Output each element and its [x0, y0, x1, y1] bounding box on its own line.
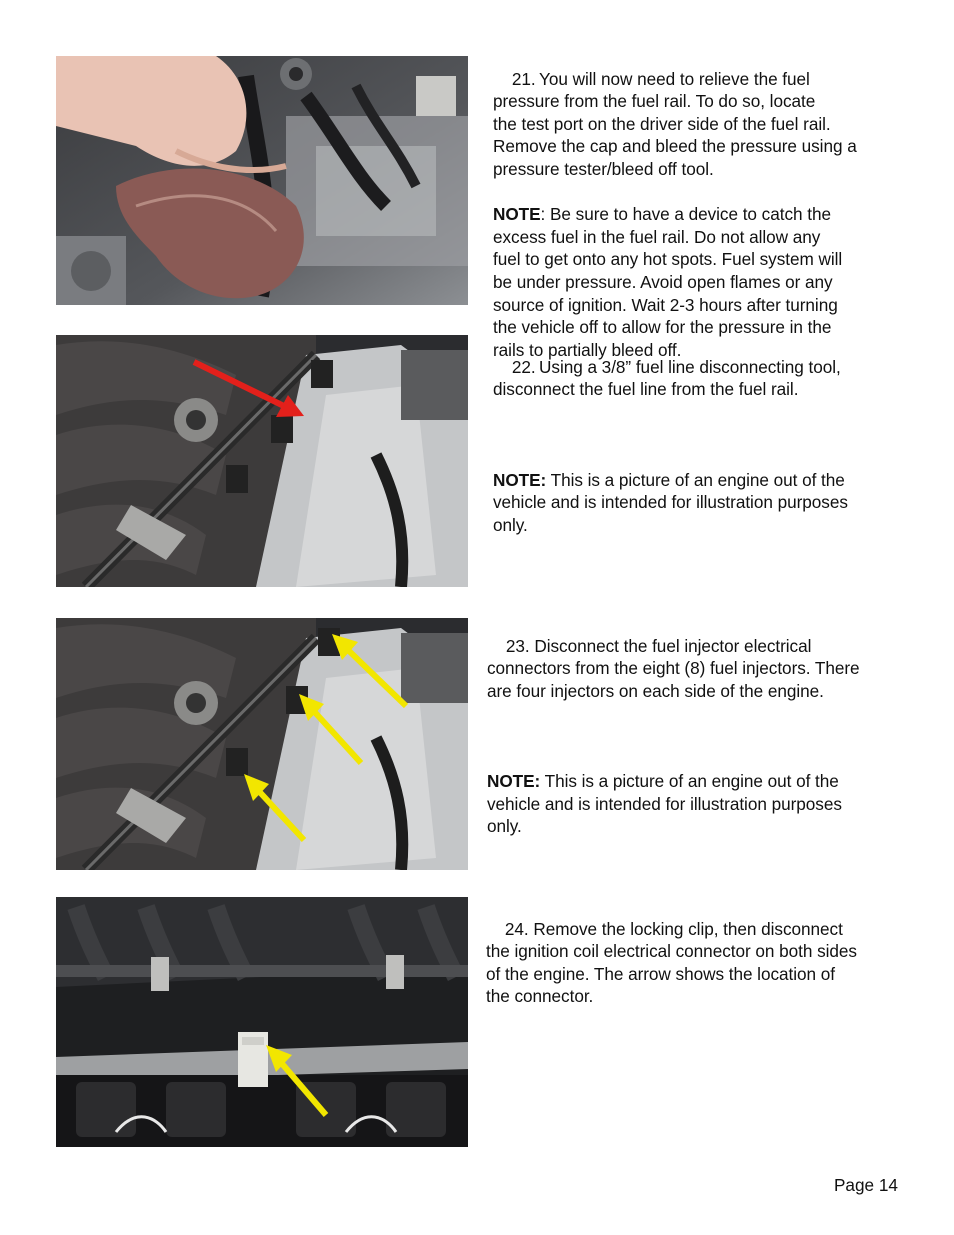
step-24-instructions [486, 895, 911, 1031]
step-22-text: 22. Using a 3/8” fuel line disconnecting tool, disconnect the fuel line from the fuel rail. [493, 356, 841, 400]
step-23-text: 23. Disconnect the fuel injector electrical connectors from the eight (8) fuel injectors. There are four injectors on each side of the engine. [487, 635, 860, 701]
photo-fuel-line-disconnect [56, 335, 468, 587]
step-21-text: 21. You will now need to relieve the fuel pressure from the fuel rail. To do so, locate the test port on the driver side of the fuel rail. Remove the cap and bleed the pressure using a pressure tester/bleed off tool. [493, 68, 857, 179]
step-22-note-label: NOTE: [493, 469, 547, 490]
step-22-note-text: This is a picture of an engine out of the vehicle and is intended for illustration purposes only. [493, 469, 848, 535]
step-21-note-label: NOTE [493, 204, 541, 225]
photo-fuel-injector-connectors [56, 618, 468, 870]
step-21-note-text: : Be sure to have a device to catch the excess fuel in the fuel rail. Do not allow any fuel to get onto any hot spots. Fuel system will be under pressure. Avoid open flames or any source of ignition. Wait 2-3 hours after turning the vehicle off to allow for the pressure in the rails to partially bleed off. [493, 204, 843, 360]
photo-fuel-rail-test-port [56, 56, 468, 305]
page-number: Page 14 [833, 1175, 898, 1195]
step-22-instructions [493, 333, 913, 559]
photo-ignition-coil-connector [56, 897, 468, 1147]
step-23-note-label: NOTE: [487, 771, 541, 792]
step-24-text: 24. Remove the locking clip, then disconnect the ignition coil electrical connector on both sides of the engine. The arrow shows the location of the connector. [486, 918, 857, 1007]
step-23-instructions [487, 612, 912, 861]
step-22-note [493, 469, 913, 537]
step-23-note [487, 770, 912, 838]
step-23-note-text: This is a picture of an engine out of the vehicle and is intended for illustration purposes only. [487, 771, 842, 837]
